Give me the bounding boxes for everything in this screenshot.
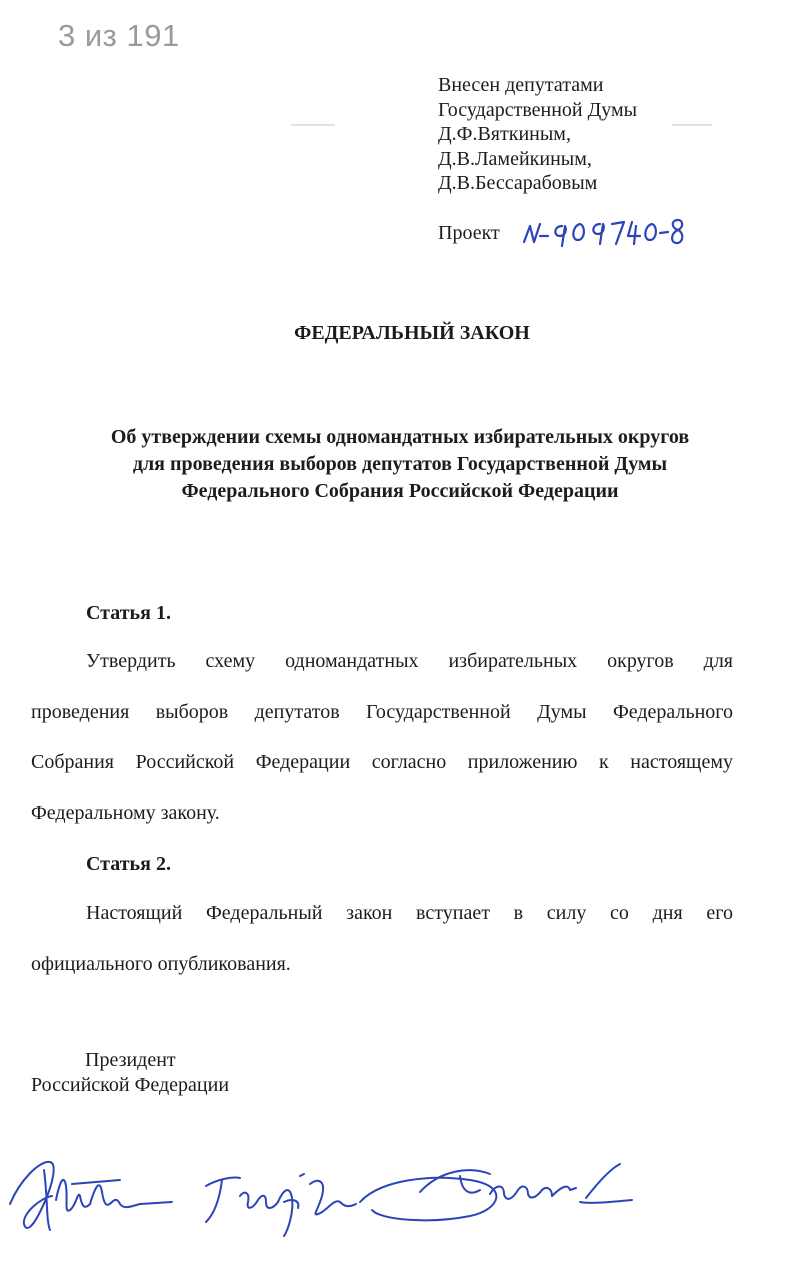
law-title-line: Федерального Собрания Российской Федерации [181,480,619,502]
signatory-title: Президент [85,1049,176,1071]
submitters-line: Д.В.Бессарабовым [438,172,598,194]
article-2-line: Настоящий Федеральный закон вступает в силу со дня его [86,902,733,924]
submitters-block [438,73,637,196]
article-1-line: Собрания Российской Федерации согласно приложению к настоящему [31,751,733,773]
submitters-line: Государственной Думы [438,98,638,121]
project-label: Проект [438,222,500,244]
signatory-block [31,1048,229,1098]
handwritten-signatures [0,1140,800,1250]
submitters-line: Д.В.Ламейкиным, [438,147,592,170]
faint-print-mark [672,124,712,126]
article-1-heading: Статья 1. [86,602,171,624]
signatory-title: Российской Федерации [31,1074,230,1096]
submitters-line: Внесен депутатами [438,74,604,96]
faint-print-mark [291,124,335,126]
handwritten-project-number [518,206,688,256]
article-1-line: проведения выборов депутатов Государственной Думы Федерального [31,701,733,723]
law-title [40,424,760,505]
law-title-line: для проведения выборов депутатов Государственной Думы [132,453,668,475]
submitters-line: Д.Ф.Вяткиным, [438,123,571,145]
law-heading: ФЕДЕРАЛЬНЫЙ ЗАКОН [294,322,530,344]
article-2-line: официального опубликования. [31,953,291,975]
article-2-heading: Статья 2. [86,853,171,875]
article-1-line: Утвердить схему одномандатных избирательных округов для [86,650,733,672]
law-title-line: Об утверждении схемы одномандатных избирательных округов [110,426,690,448]
article-1-line: Федеральному закону. [31,802,220,824]
page-counter: 3 из 191 [58,18,180,53]
